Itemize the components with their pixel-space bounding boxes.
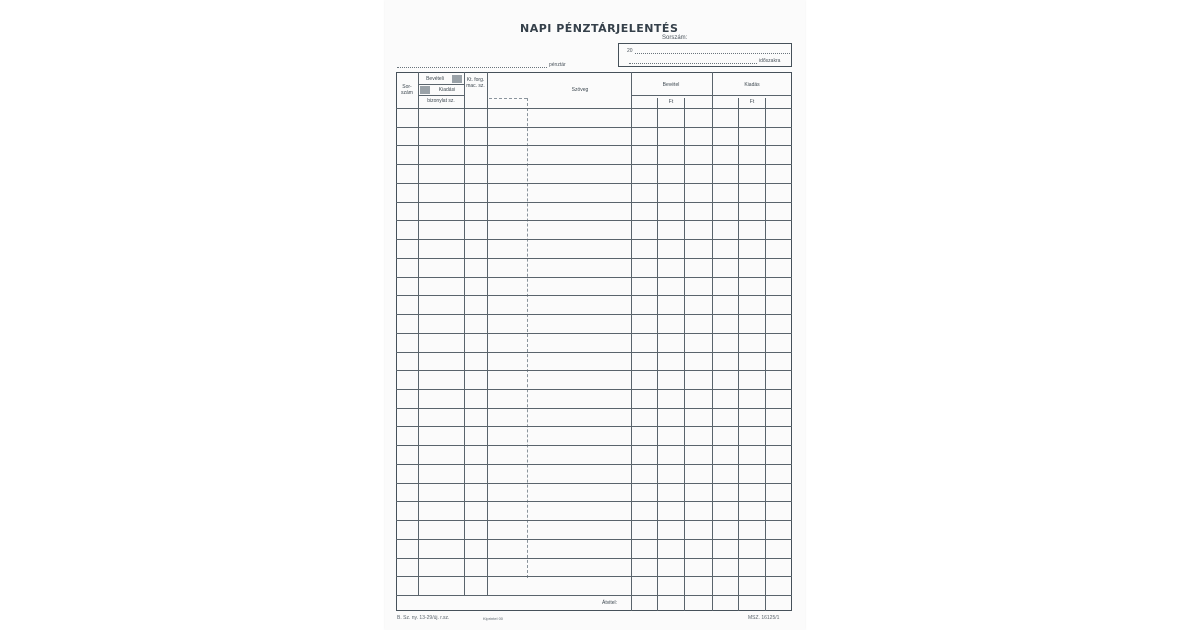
table-row-line (396, 501, 792, 502)
table-row-line (396, 520, 792, 521)
table-row-line (396, 202, 792, 203)
header-kiadas-doc: Kiadási (438, 87, 456, 93)
header-bevetel-doc: Bevételi (426, 76, 444, 82)
header-ft-kiadas: Ft (749, 99, 755, 105)
header-ft-bevetel: Ft (668, 99, 674, 105)
footer-right: MSZ. 16125/1 (748, 615, 780, 621)
table-row-line (396, 127, 792, 128)
col-divider (631, 72, 632, 611)
table-row-line (396, 464, 792, 465)
header-line (631, 95, 792, 96)
table-row-line (396, 183, 792, 184)
footer-middle: Kiprintel 00 (483, 616, 504, 621)
table-row-line (396, 370, 792, 371)
header-sor-szam: Sor-szám (401, 84, 413, 96)
header-line (418, 95, 464, 96)
table-row-line (396, 164, 792, 165)
cashdesk-label: pénztár (549, 62, 566, 68)
table-row-line (396, 258, 792, 259)
table-row-line (396, 576, 792, 577)
table-row-line (396, 408, 792, 409)
table-row-line (396, 389, 792, 390)
col-divider (712, 72, 713, 611)
table-row-line (396, 145, 792, 146)
serial-number-label: Sorszám: (662, 35, 688, 41)
header-konyvelesi: Kt. forg. mac. sz. (466, 77, 485, 89)
subcol-divider (738, 98, 739, 611)
table-row-line (396, 595, 792, 596)
period-box (618, 43, 792, 67)
table-row-line (396, 539, 792, 540)
form-title: NAPI PÉNZTÁRJELENTÉS (520, 22, 679, 35)
header-kiadas: Kiadás (744, 82, 760, 88)
szoveg-dashed-top (489, 98, 527, 99)
table-row-line (396, 426, 792, 427)
table-row-line (396, 483, 792, 484)
table-row-line (396, 445, 792, 446)
period-label: időszakra (759, 58, 781, 64)
table-row-line (396, 277, 792, 278)
table-row-line (396, 239, 792, 240)
carryover-label: Átvitel: (602, 600, 618, 606)
table-row-line (396, 352, 792, 353)
header-szoveg: Szöveg (571, 87, 589, 93)
header-bizonylat: bizonylat sz. (427, 98, 455, 104)
table-row-line (396, 333, 792, 334)
subcol-divider (765, 98, 766, 611)
footer-left: B. Sz. ny. 13-29/új. r.sz. (397, 615, 450, 621)
year-prefix: 20 (627, 48, 633, 54)
table-row-line (396, 558, 792, 559)
cashdesk-fill-line (397, 67, 547, 68)
kiadas-doc-shade (420, 86, 430, 94)
header-line (418, 84, 464, 85)
period-fill-line (629, 63, 757, 64)
subcol-divider (657, 98, 658, 611)
year-fill-line (635, 53, 790, 54)
table-row-line (396, 295, 792, 296)
table-row-line (396, 314, 792, 315)
cash-report-table (396, 72, 792, 611)
bevetel-doc-shade (452, 75, 462, 83)
header-bevetel: Bevétel (662, 82, 680, 88)
header-bottom-line (396, 108, 792, 109)
table-row-line (396, 220, 792, 221)
subcol-divider (684, 98, 685, 611)
szoveg-dashed-divider (527, 98, 528, 578)
